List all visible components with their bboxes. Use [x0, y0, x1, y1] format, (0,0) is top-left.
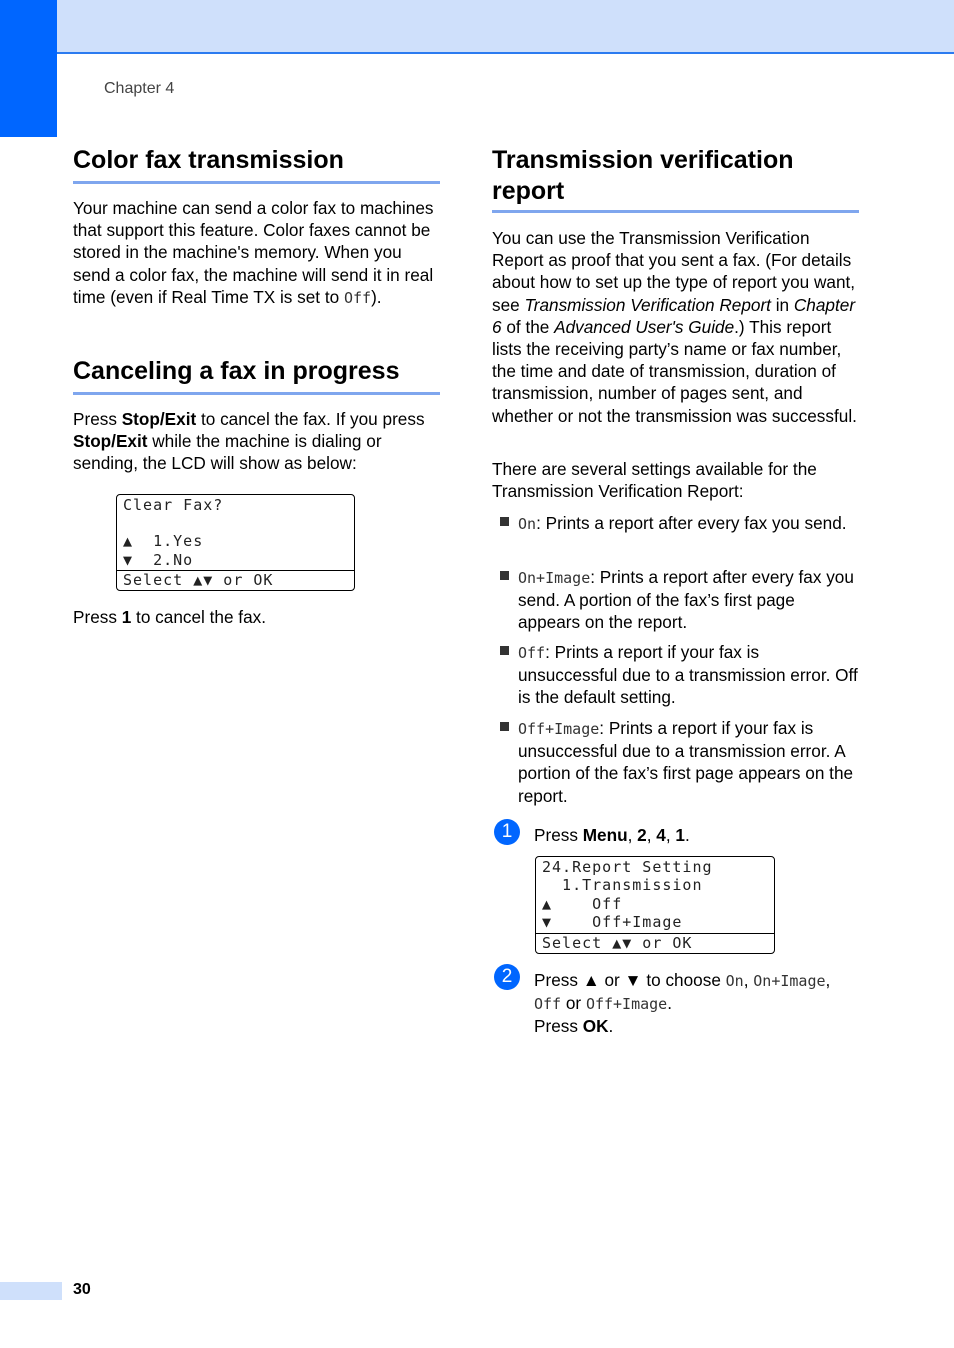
lcd-display: [116, 494, 355, 591]
heading-rule: [73, 181, 440, 184]
lcd-footer: Select ▲▼ or OK: [123, 571, 274, 589]
lcd-line: Clear Fax?: [123, 496, 224, 514]
settings-intro: There are several settings available for the Transmission Verification Report:: [492, 459, 817, 502]
lcd-line: ▼ 2.No: [123, 551, 194, 569]
lcd-line: ▲ Off: [542, 895, 623, 913]
lcd-footer: Select ▲▼ or OK: [542, 934, 693, 952]
step-number-icon: 1: [494, 819, 520, 845]
page-number: 30: [73, 1281, 91, 1298]
list-item: Off: Prints a report if your fax is unsuccessful due to a transmission error. Off is the default setting.: [518, 642, 858, 708]
bullet-icon: [500, 646, 509, 655]
lcd-display: [535, 856, 775, 954]
step-2: Press ▲ or ▼ to choose On, On+Image, Off or Off+Image. Press OK.: [534, 970, 831, 1037]
verification-body: You can use the Transmission Verification Report as proof that you sent a fax. (For details about how to set up the type of report you want, see Transmission Verification Report in Chapter 6 of the Advanced User's Guide.) This report lists the receiving party’s name or fax number, the time and date of transmission, duration of transmission, number of pages sent, and whether or not the transmission was successful.: [492, 228, 857, 426]
verification-heading: Transmission verification report: [492, 146, 794, 205]
bullet-icon: [500, 571, 509, 580]
lcd-line: 24.Report Setting: [542, 858, 713, 876]
lcd-line: ▲ 1.Yes: [123, 532, 204, 550]
cancel-instruction: Press 1 to cancel the fax.: [73, 607, 266, 627]
cancel-body: Press Stop/Exit to cancel the fax. If you press Stop/Exit while the machine is dialing or sending, the LCD will show as below:: [73, 409, 425, 474]
header-bar: [0, 0, 954, 54]
cancel-heading: Canceling a fax in progress: [73, 357, 400, 385]
bullet-icon: [500, 722, 509, 731]
heading-rule: [492, 210, 859, 213]
footer-bar: [0, 1282, 62, 1300]
color-fax-body: Your machine can send a color fax to machines that support this feature. Color faxes cannot be stored in the machine's memory. When you send a color fax, the machine will send it in real time (even if Real Time TX is set to Off).: [73, 198, 434, 307]
lcd-line: ▼ Off+Image: [542, 913, 683, 931]
heading-rule: [73, 392, 440, 395]
list-item: On+Image: Prints a report after every fax you send. A portion of the fax’s first page appears on the report.: [518, 567, 854, 633]
chapter-label: Chapter 4: [104, 80, 175, 97]
list-item: On: Prints a report after every fax you send.: [518, 513, 847, 533]
list-item: Off+Image: Prints a report if your fax is unsuccessful due to a transmission error. A portion of the fax’s first page appears on the report.: [518, 718, 854, 806]
bullet-icon: [500, 517, 509, 526]
step-number-icon: 2: [494, 964, 520, 990]
chapter-tab: [0, 0, 57, 137]
step-1: Press Menu, 2, 4, 1.: [534, 825, 690, 845]
color-fax-heading: Color fax transmission: [73, 146, 344, 174]
lcd-line: 1.Transmission: [542, 876, 703, 894]
